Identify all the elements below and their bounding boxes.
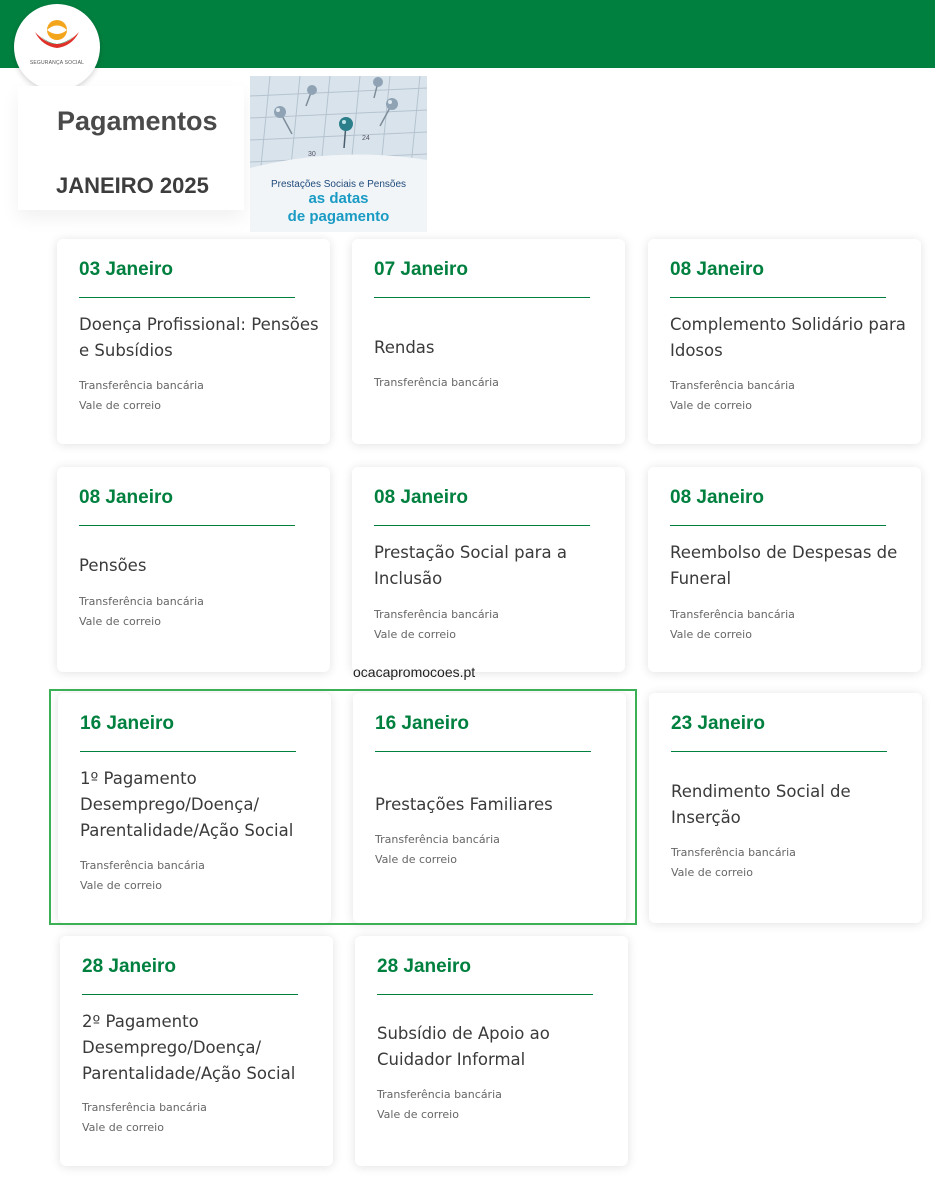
payment-methods xyxy=(670,376,795,416)
seguranca-social-logo[interactable] xyxy=(14,4,100,90)
benefit-title: Doença Profissional: Pensões e Subsídios xyxy=(79,315,319,360)
benefit-title: Subsídio de Apoio ao Cuidador Informal xyxy=(377,1024,550,1069)
payment-card-prestacao-inclusao[interactable] xyxy=(352,467,625,672)
payment-card-reembolso-funeral[interactable] xyxy=(648,467,921,672)
payment-date: 08 Janeiro xyxy=(670,259,764,280)
payment-method: Transferência bancária xyxy=(79,595,204,608)
banner-caption xyxy=(250,179,427,226)
payment-method: Transferência bancária xyxy=(79,379,204,392)
payment-method: Transferência bancária xyxy=(82,1101,207,1114)
payment-method: Vale de correio xyxy=(670,399,752,412)
payment-card-2-pagamento-desemprego[interactable] xyxy=(60,936,333,1166)
top-bar xyxy=(0,0,935,68)
logo-emblem-icon xyxy=(32,18,82,58)
payment-dates-banner[interactable] xyxy=(250,76,427,232)
payment-card-pensoes[interactable] xyxy=(57,467,330,672)
payment-method: Vale de correio xyxy=(80,879,162,892)
payment-method: Transferência bancária xyxy=(377,1088,502,1101)
payment-method: Vale de correio xyxy=(670,628,752,641)
card-divider xyxy=(82,994,298,995)
card-divider xyxy=(671,751,887,752)
payment-method: Vale de correio xyxy=(374,628,456,641)
payment-date: 08 Janeiro xyxy=(79,487,173,508)
payment-date: 08 Janeiro xyxy=(670,487,764,508)
payment-methods xyxy=(80,856,205,896)
watermark-text: ocacapromocoes.pt xyxy=(353,664,476,680)
payment-methods xyxy=(375,830,500,870)
payment-method: Vale de correio xyxy=(377,1108,459,1121)
payment-date: 23 Janeiro xyxy=(671,713,765,734)
payment-method: Vale de correio xyxy=(79,615,161,628)
card-divider xyxy=(670,525,886,526)
payment-method: Transferência bancária xyxy=(670,379,795,392)
card-divider xyxy=(375,751,591,752)
payment-date: 08 Janeiro xyxy=(374,487,468,508)
benefit-title: Pensões xyxy=(79,556,147,575)
payment-method: Vale de correio xyxy=(82,1121,164,1134)
payment-method: Transferência bancária xyxy=(80,859,205,872)
card-divider xyxy=(80,751,296,752)
payment-method: Transferência bancária xyxy=(670,608,795,621)
calendar-number: 24 xyxy=(362,135,370,142)
calendar-number: 30 xyxy=(308,151,316,158)
card-divider xyxy=(670,297,886,298)
card-divider xyxy=(79,297,295,298)
payment-card-cuidador-informal[interactable] xyxy=(355,936,628,1166)
payment-method: Transferência bancária xyxy=(374,376,499,389)
payment-methods xyxy=(374,605,499,645)
payment-date: 16 Janeiro xyxy=(375,713,469,734)
benefit-title: Complemento Solidário para Idosos xyxy=(670,315,906,360)
payment-methods xyxy=(82,1098,207,1138)
banner-line-2: as datas xyxy=(308,190,369,207)
benefit-title: Rendimento Social de Inserção xyxy=(671,782,851,827)
payment-method: Vale de correio xyxy=(375,853,457,866)
page-title: Pagamentos xyxy=(57,106,218,136)
payment-methods xyxy=(79,592,204,632)
benefit-title: Reembolso de Despesas de Funeral xyxy=(670,543,898,588)
payment-card-prestacoes-familiares[interactable] xyxy=(353,693,626,923)
payment-methods xyxy=(377,1085,502,1125)
payment-method: Transferência bancária xyxy=(671,846,796,859)
logo-text: SEGURANÇA SOCIAL xyxy=(29,60,85,66)
payment-card-doenca-profissional[interactable] xyxy=(57,239,330,444)
card-divider xyxy=(79,525,295,526)
payment-method: Transferência bancária xyxy=(375,833,500,846)
card-divider xyxy=(374,525,590,526)
payment-methods xyxy=(79,376,204,416)
page-month: JANEIRO 2025 xyxy=(56,173,209,198)
benefit-title: Prestações Familiares xyxy=(375,795,553,814)
payment-method: Vale de correio xyxy=(79,399,161,412)
payment-method: Vale de correio xyxy=(671,866,753,879)
card-divider xyxy=(374,297,590,298)
payment-card-rendimento-social[interactable] xyxy=(649,693,922,923)
benefit-title: 2º Pagamento Desemprego/Doença/ Parentalidade/Ação Social xyxy=(82,1012,296,1083)
benefit-title: Prestação Social para a Inclusão xyxy=(374,543,567,588)
payment-date: 28 Janeiro xyxy=(82,956,176,977)
payment-date: 07 Janeiro xyxy=(374,259,468,280)
payment-card-1-pagamento-desemprego[interactable] xyxy=(58,693,331,923)
payment-methods xyxy=(671,843,796,883)
payment-methods xyxy=(374,373,499,393)
payment-card-rendas[interactable] xyxy=(352,239,625,444)
payment-card-complemento-solidario[interactable] xyxy=(648,239,921,444)
card-divider xyxy=(377,994,593,995)
banner-line-1: Prestações Sociais e Pensões xyxy=(270,179,407,190)
benefit-title: Rendas xyxy=(374,338,435,357)
payment-method: Transferência bancária xyxy=(374,608,499,621)
payment-methods xyxy=(670,605,795,645)
payment-date: 16 Janeiro xyxy=(80,713,174,734)
payment-date: 28 Janeiro xyxy=(377,956,471,977)
payment-date: 03 Janeiro xyxy=(79,259,173,280)
banner-line-3: de pagamento xyxy=(287,208,390,225)
benefit-title: 1º Pagamento Desemprego/Doença/ Parentalidade/Ação Social xyxy=(80,769,294,840)
